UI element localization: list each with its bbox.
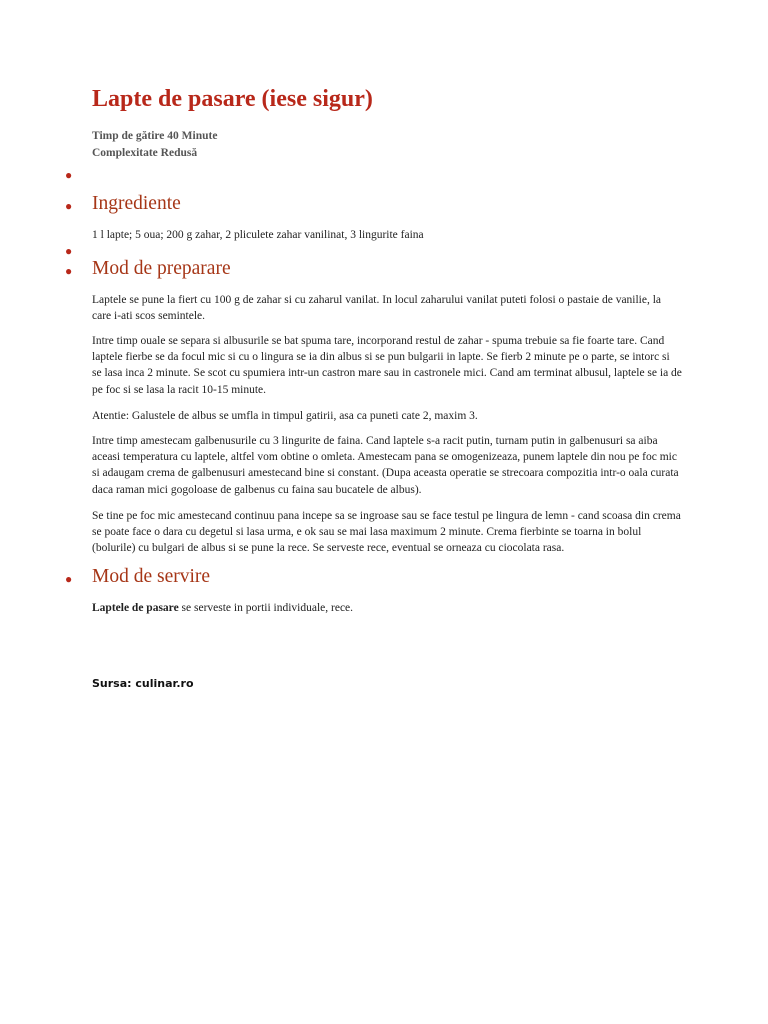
serving-bold-lead: Laptele de pasare <box>92 602 179 614</box>
bullet-icon: ● <box>65 168 73 182</box>
preparation-heading: Mod de preparare <box>92 258 231 279</box>
preparation-paragraph: Laptele se pune la fiert cu 100 g de zahar si cu zaharul vanilat. In locul zaharului vanilat puteti folosi o pastaie de vanilie, la care i-ati scos semintele. <box>92 294 662 323</box>
preparation-paragraph: Intre timp amestecam galbenusurile cu 3 lingurite de faina. Cand laptele s-a racit putin, turnam putin in galbenusuri sa aiba aceasi temperatura cu laptele, altfel vom obtine o omleta. Amestecam pana se omogenizeaza, punem laptele din nou pe foc mic si adaugam crema de galbenusuri amestecand bine si constant. (Dupa aceasta operatie se strecoara compozitia intr-o oala curata daca raman mici gogoloase de galbenus cu faina sau bucatele de albus). <box>92 435 679 496</box>
bullet-icon: ● <box>65 199 73 213</box>
recipe-title: Lapte de pasare (iese sigur) <box>92 86 373 112</box>
serving-heading: Mod de servire <box>92 566 211 587</box>
source-credit: Sursa: culinar.ro <box>92 677 194 690</box>
ingredients-text: 1 l lapte; 5 oua; 200 g zahar, 2 pliculete zahar vanilinat, 3 lingurite faina <box>92 229 424 241</box>
ingredients-heading: Ingrediente <box>92 193 181 214</box>
serving-text <box>92 600 682 616</box>
preparation-paragraph: Se tine pe foc mic amestecand continuu pana incepe sa se ingroase sau se face testul pe lingura de lemn - cand scoasa din crema se poate face o dara cu degetul si lasa urma, e ok sau se mai lasa maximum 2 minute. Crema fierbinte se toarna in bolul (bolurile) cu bulgari de albus si se pune la rece. Se serveste rece, eventual se orneaza cu ciocolata rasa. <box>92 510 681 555</box>
bullet-icon: ● <box>65 572 73 586</box>
complexity: Complexitate Redusă <box>92 147 198 159</box>
preparation-paragraph: Intre timp ouale se separa si albusurile se bat spuma tare, incorporand restul de zahar - spuma trebuie sa fie foarte tare. Cand laptele fierbe se da focul mic si cu o lingura se ia din albus si se pun bulgarii in lapte. Se fierb 2 minute pe o parte, se intorc si se lasa inca 2 minute. Se scot cu spumiera intr-un castron mare sau in castronele mici. Cand am terminat albusul, laptele se ia de pe foc si se lasa la racit 10-15 minute. <box>92 335 682 396</box>
cooking-time: Timp de gătire 40 Minute <box>92 130 218 142</box>
bullet-icon: ● <box>65 264 73 278</box>
preparation-paragraph: Atentie: Galustele de albus se umfla in timpul gatirii, asa ca puneti cate 2, maxim 3. <box>92 410 478 422</box>
bullet-icon: ● <box>65 244 73 258</box>
serving-rest: se serveste in portii individuale, rece. <box>178 602 354 614</box>
